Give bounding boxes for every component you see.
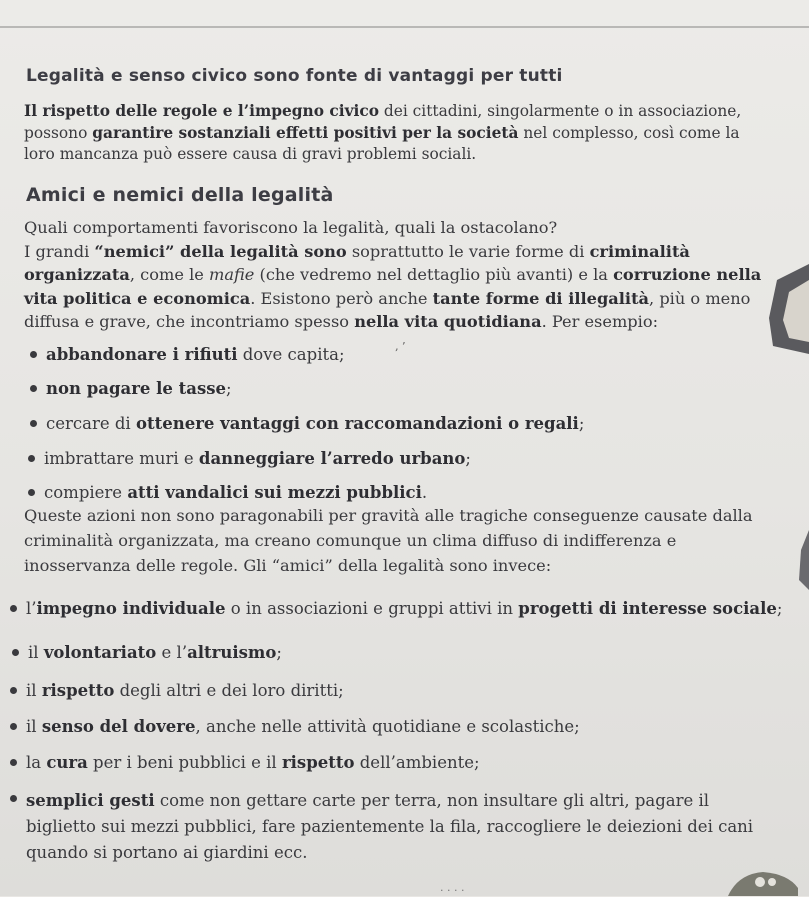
bullet-icon [28,455,35,462]
bullet-icon [10,795,17,802]
bullet-icon [10,687,17,694]
bullet-icon [30,385,37,392]
side-illustration-icon [767,258,809,354]
section-heading-amici-nemici: Amici e nemici della legalità [26,184,334,206]
list-item: semplici gesti come non gettare carte per terra, non insultare gli altri, pagare il biglietto sui mezzi pubblici, fare pazientemente la fila, raccogliere le deiezioni dei cani quando si portano ai giardini ecc. [10,788,780,866]
bullet-icon [12,649,19,656]
edge-mark-icon [797,530,809,590]
top-divider [0,26,809,28]
bullet-icon [30,351,37,358]
textbook-page: Legalità e senso civico sono fonte di vantaggi per tutti Il rispetto delle regole e l’impegno civico dei cittadini, singolarmente o in associazione, possono garantire sostanziali effetti positivi per la società nel complesso, così come la loro mancanza può essere causa di gravi problemi sociali. Amici e nemici della legalità Quali comportamenti favoriscono la legalità, quali la ostacolano? I grandi “nemici” della legalità sono soprattutto le varie forme di criminalità organizzata, come le mafie (che vedremo nel dettaglio più avanti) e la corruzione nella vita politica e economica. Esistono però anche tante forme di illegalità, più o meno diffusa e grave, che incontriamo spesso nella vita quotidiana. Per esempio: ‚ ’ abbandonare i rifiuti dove capita; non pagare le tasse; cercare di ottenere vantaggi con raccomandazioni o regali; imbrattare muri e danneggiare l’arredo urbano; compiere atti vandalici sui mezzi pubblici. Queste azioni non sono paragonabili per gravità alle tragiche conseguenze causate dalla criminalità organizzata, ma creano comunque un clima diffuso di indifferenza e inosservanza delle regole. Gli “amici” della legalità sono invece: l’impegno individuale o in associazioni e gruppi attivi in progetti di interesse sociale; il volontariato e l’altruismo; il rispetto degli altri e dei loro diritti; il senso del dovere, anche nelle attività quotidiane e scolastiche; la cura per i beni pubblici e il rispetto dell’ambiente; semplici gesti come non gettare carte per terra, non insultare gli altri, pagare il biglietto sui mezzi pubblici, fare pazientemente la fila, raccogliere le deiezioni dei cani quando si portano ai giardini ecc. · · · · [0,0,809,896]
middle-paragraph: Queste azioni non sono paragonabili per gravità alle tragiche conseguenze causate dalla criminalità organizzata, ma creano comunque un clima diffuso di indifferenza e inosservanza delle regole. Gli “amici” della legalità sono invece: [24,506,753,575]
bullet-icon [10,723,17,730]
cropped-footer-text: · · · · [440,884,465,897]
bullet-icon [28,489,35,496]
intro-paragraph: Il rispetto delle regole e l’impegno civico dei cittadini, singolarmente o in associazione, possono garantire sostanziali effetti positivi per la società nel complesso, così come la loro mancanza può essere causa di gravi problemi sociali. [24,102,742,163]
bullet-icon [30,420,37,427]
bullet-icon [10,605,17,612]
enemies-paragraph: Quali comportamenti favoriscono la legalità, quali la ostacolano? I grandi “nemici” della legalità sono soprattutto le varie forme di criminalità organizzata, come le mafie (che vedremo nel dettaglio più avanti) e la corruzione nella vita politica e economica. Esistono però anche tante forme di illegalità, più o meno diffusa e grave, che incontriamo spesso nella vita quotidiana. Per esempio: [24,218,762,331]
section-heading-legalita: Legalità e senso civico sono fonte di vantaggi per tutti [26,66,563,86]
pencil-mark: ‚ ’ [395,340,406,353]
bullet-icon [10,759,17,766]
corner-illustration-icon [728,868,798,896]
